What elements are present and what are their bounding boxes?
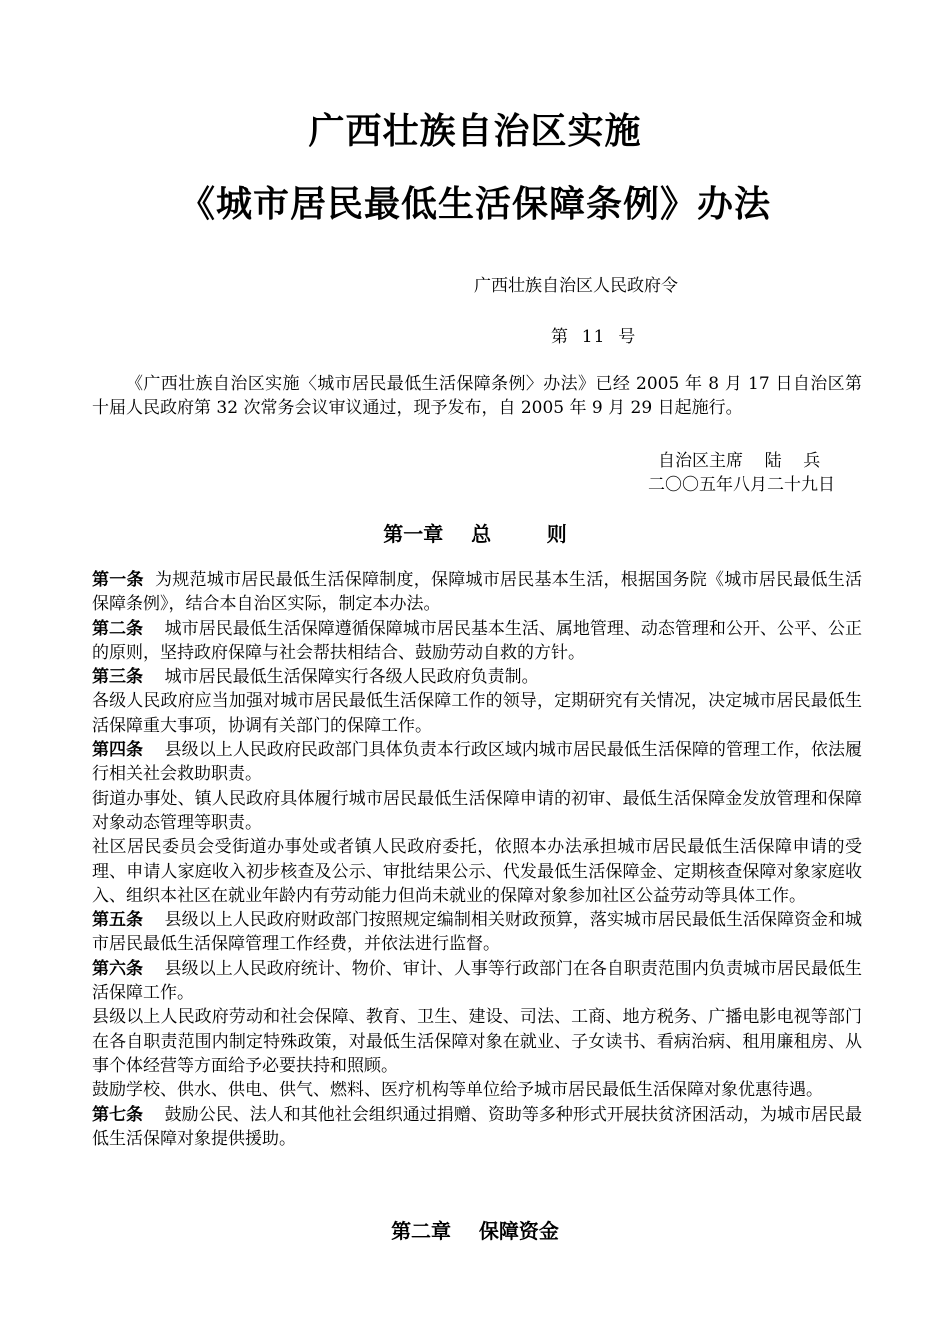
article-text: 各级人民政府应当加强对城市居民最低生活保障工作的领导，定期研究有关情况，决定城市居民最低生活保障重大事项，协调有关部门的保障工作。 <box>92 691 862 736</box>
article-text: 鼓励公民、法人和其他社会组织通过捐赠、资助等多种形式开展扶贫济困活动，为城市居民最低生活保障对象提供援助。 <box>92 1104 862 1149</box>
signature-date: 二〇〇五年八月二十九日 <box>648 475 835 495</box>
article-label: 第三条 <box>92 667 143 688</box>
article-text: 为规范城市居民最低生活保障制度，保障城市居民基本生活，根据国务院《城市居民最低生活保障条例》，结合本自治区实际，制定本办法。 <box>92 570 862 615</box>
article-label: 第二条 <box>92 618 144 639</box>
article-label: 第六条 <box>92 958 144 979</box>
document-title-line-1: 广西壮族自治区实施 <box>308 111 642 152</box>
article-text: 社区居民委员会受街道办事处或者镇人民政府委托，依照本办法承担城市居民最低生活保障申请的受理、申请人家庭收入初步核查及公示、审批结果公示、代发最低生活保障金、定期核查保障对象家庭收入、组织本社区在就业年龄内有劳动能力但尚未就业的保障对象参加社区公益劳动等具体工作。 <box>92 837 862 906</box>
article-label: 第四条 <box>92 740 144 761</box>
document-title-line-2: 《城市居民最低生活保障条例》办法 <box>178 184 771 225</box>
article-text: 街道办事处、镇人民政府具体履行城市居民最低生活保障申请的初审、最低生活保障金发放管理和保障对象动态管理等职责。 <box>92 788 862 833</box>
order-number: 第 11 号 <box>551 327 637 347</box>
article-text: 城市居民最低生活保障实行各级人民政府负责制。 <box>143 667 539 688</box>
chapter-heading-2: 第二章 保障资金 <box>391 1219 559 1243</box>
order-issuer: 广西壮族自治区人民政府令 <box>474 276 678 296</box>
article-paragraph <box>92 617 862 666</box>
article-label: 第七条 <box>92 1104 144 1125</box>
signature-title-name: 自治区主席 陆 兵 <box>658 451 821 471</box>
article-paragraph <box>92 957 862 1006</box>
article-paragraph <box>92 1078 872 1102</box>
chapter-heading-1: 第一章 总 则 <box>383 522 567 546</box>
article-paragraph <box>92 1103 862 1152</box>
article-paragraph <box>92 908 862 957</box>
article-text: 县级以上人民政府财政部门按照规定编制相关财政预算，落实城市居民最低生活保障资金和城市居民最低生活保障管理工作经费，并依法进行监督。 <box>92 910 862 955</box>
article-paragraph <box>92 568 862 617</box>
articles-body <box>92 568 862 1151</box>
article-text: 县级以上人民政府劳动和社会保障、教育、卫生、建设、司法、工商、地方税务、广播电影电视等部门在各自职责范围内制定特殊政策，对最低生活保障对象在就业、子女读书、看病治病、租用廉租房、从事个体经营等方面给予必要扶持和照顾。 <box>92 1007 862 1076</box>
article-text: 城市居民最低生活保障遵循保障城市居民基本生活、属地管理、动态管理和公开、公平、公正的原则，坚持政府保障与社会帮扶相结合、鼓励劳动自救的方针。 <box>92 618 862 663</box>
article-paragraph <box>92 665 862 689</box>
article-label: 第一条 <box>92 570 144 590</box>
article-paragraph <box>92 835 862 908</box>
article-paragraph <box>92 1005 862 1078</box>
article-paragraph <box>92 738 862 787</box>
article-text: 县级以上人民政府统计、物价、审计、人事等行政部门在各自职责范围内负责城市居民最低生活保障工作。 <box>92 958 862 1004</box>
article-paragraph <box>92 787 862 836</box>
announcement-paragraph: 《广西壮族自治区实施〈城市居民最低生活保障条例〉办法》已经 2005 年 8 月 17 日自治区第十届人民政府第 32 次常务会议审议通过，现予发布，自 2005 年 9 月 29 日起施行。 <box>92 374 862 418</box>
article-paragraph <box>92 689 862 738</box>
article-text: 县级以上人民政府民政部门具体负责本行政区域内城市居民最低生活保障的管理工作，依法履行相关社会救助职责。 <box>92 740 862 785</box>
article-label: 第五条 <box>92 910 144 931</box>
article-text: 鼓励学校、供水、供电、供气、燃料、医疗机构等单位给予城市居民最低生活保障对象优惠待遇。 <box>92 1080 823 1101</box>
